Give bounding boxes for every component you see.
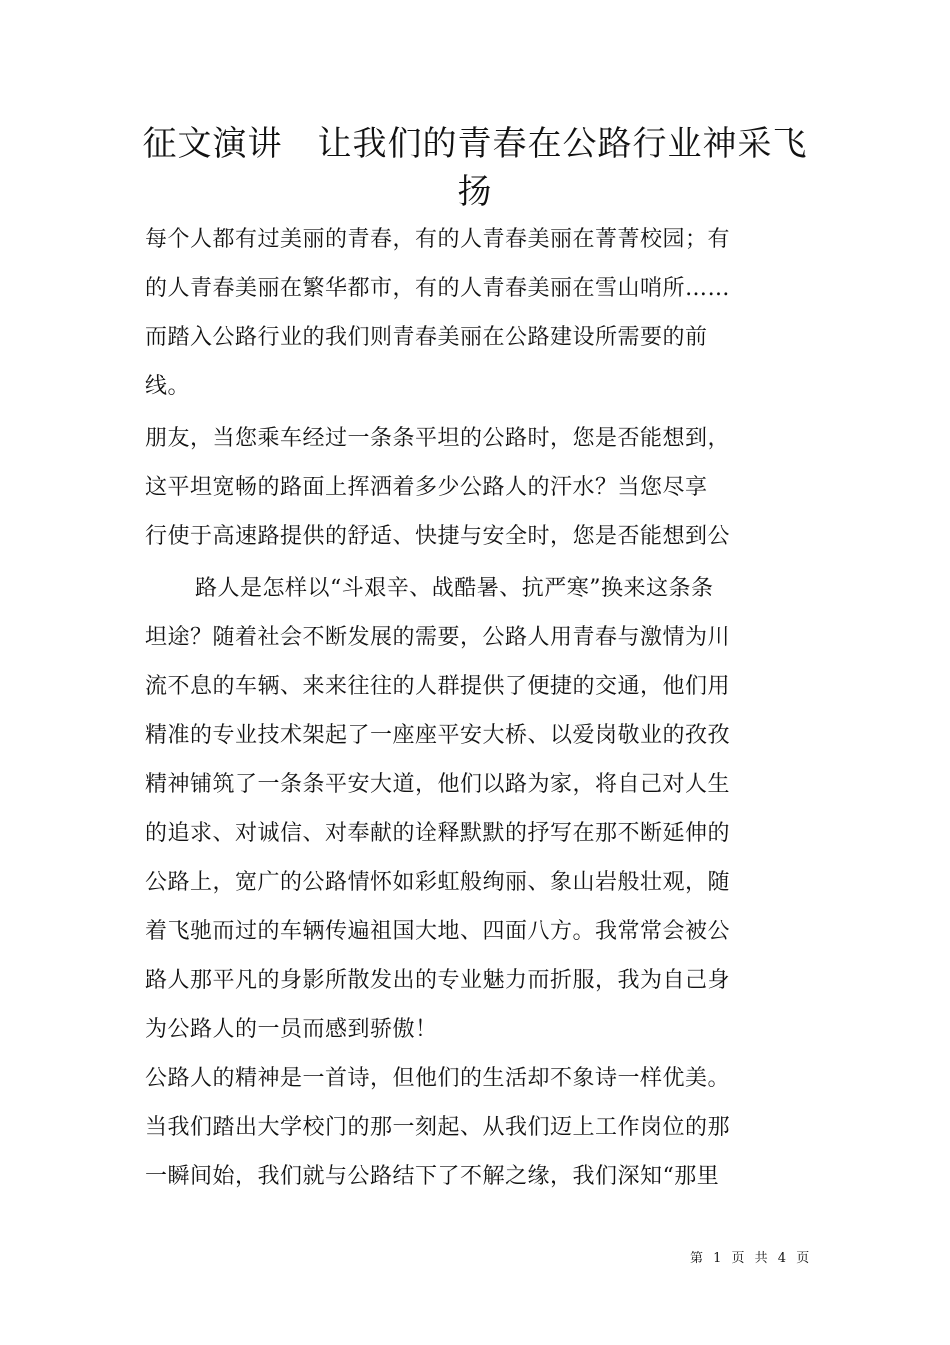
body-text-line: 每个人都有过美丽的青春，有的人青春美丽在菁菁校园；有 bbox=[145, 227, 731, 252]
body-text-line: 线。 bbox=[145, 374, 191, 399]
page-number-footer: 第 1 页 共 4 页 bbox=[690, 1251, 813, 1266]
body-text-line: 路人是怎样以“斗艰辛、战酷暑、抗严寒”换来这条条 bbox=[195, 576, 714, 601]
body-text-line: 精神铺筑了一条条平安大道，他们以路为家，将自己对人生 bbox=[145, 772, 731, 797]
body-text-line: 的人青春美丽在繁华都市，有的人青春美丽在雪山哨所…… bbox=[145, 276, 731, 301]
body-text-line: 为公路人的一员而感到骄傲！ bbox=[145, 1017, 438, 1042]
body-text-line: 公路上，宽广的公路情怀如彩虹般绚丽、象山岩般壮观，随 bbox=[145, 870, 731, 895]
body-text-line: 公路人的精神是一首诗，但他们的生活却不象诗一样优美。 bbox=[145, 1066, 731, 1091]
body-text-line: 这平坦宽畅的路面上挥洒着多少公路人的汗水？当您尽享 bbox=[145, 475, 708, 500]
body-text-line: 当我们踏出大学校门的那一刻起、从我们迈上工作岗位的那 bbox=[145, 1115, 731, 1140]
body-text-line: 流不息的车辆、来来往往的人群提供了便捷的交通，他们用 bbox=[145, 674, 731, 699]
body-text-line: 一瞬间始，我们就与公路结下了不解之缘，我们深知“那里 bbox=[145, 1164, 720, 1189]
body-text-line: 而踏入公路行业的我们则青春美丽在公路建设所需要的前 bbox=[145, 325, 708, 350]
document-title-line-1: 征文演讲 让我们的青春在公路行业神采飞 bbox=[142, 124, 808, 164]
body-text-line: 坦途？随着社会不断发展的需要，公路人用青春与激情为川 bbox=[145, 625, 731, 650]
body-text-line: 精准的专业技术架起了一座座平安大桥、以爱岗敬业的孜孜 bbox=[145, 723, 731, 748]
body-text-line: 朋友，当您乘车经过一条条平坦的公路时，您是否能想到， bbox=[145, 426, 731, 451]
body-text-line: 路人那平凡的身影所散发出的专业魅力而折服，我为自己身 bbox=[145, 968, 731, 993]
body-text-line: 行使于高速路提供的舒适、快捷与安全时，您是否能想到公 bbox=[145, 524, 731, 549]
body-text-line: 的追求、对诚信、对奉献的诠释默默的抒写在那不断延伸的 bbox=[145, 821, 731, 846]
body-text-line: 着飞驰而过的车辆传遍祖国大地、四面八方。我常常会被公 bbox=[145, 919, 731, 944]
document-title-line-2: 扬 bbox=[457, 172, 493, 212]
